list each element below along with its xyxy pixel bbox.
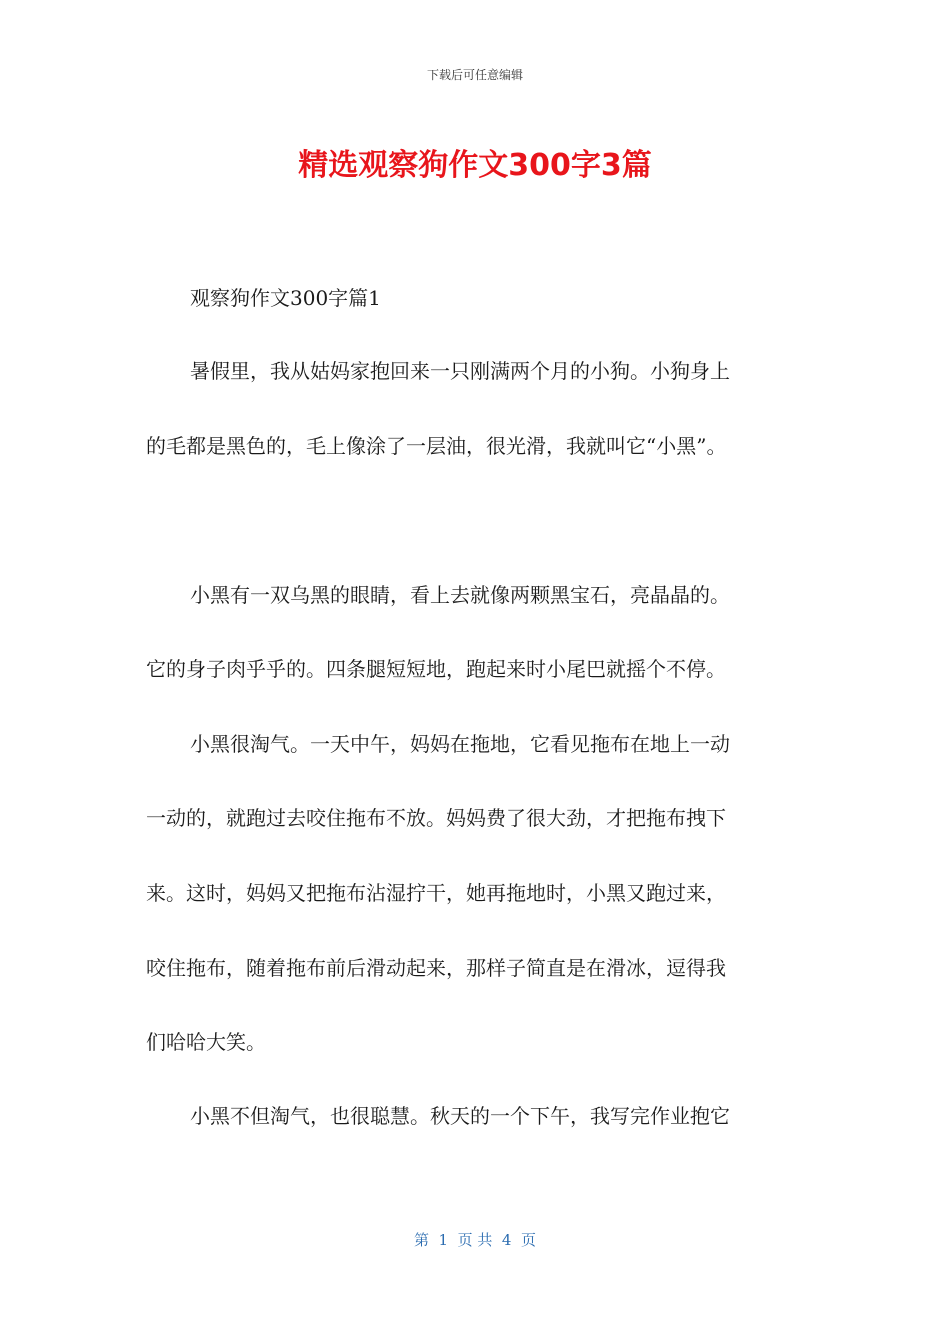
body-line: 小黑不但淘气，也很聪慧。秋天的一个下午，我写完作业抱它 (190, 1104, 730, 1128)
body-line: 咬住拖布，随着拖布前后滑动起来，那样子简直是在滑冰，逗得我 (146, 956, 726, 980)
body-line: 们哈哈大笑。 (146, 1030, 266, 1054)
body-line: 小黑很淘气。一天中午，妈妈在拖地，它看见拖布在地上一动 (190, 732, 730, 756)
body-line: 的毛都是黑色的，毛上像涂了一层油，很光滑，我就叫它“小黑”。 (146, 434, 727, 458)
body-line: 它的身子肉乎乎的。四条腿短短地，跑起来时小尾巴就摇个不停。 (146, 657, 726, 681)
body-line: 一动的，就跑过去咬住拖布不放。妈妈费了很大劲，才把拖布拽下 (146, 806, 726, 830)
page-footer: 第 1 页 共 4 页 (414, 1231, 536, 1249)
body-line: 暑假里，我从姑妈家抱回来一只刚满两个月的小狗。小狗身上 (190, 359, 730, 383)
page-header: 下载后可任意编辑 (426, 68, 523, 82)
section-heading: 观察狗作文300字篇1 (190, 286, 381, 310)
body-line: 小黑有一双乌黑的眼睛，看上去就像两颗黑宝石，亮晶晶的。 (190, 583, 730, 607)
document-title: 精选观察狗作文300字3篇 (298, 148, 652, 183)
body-line: 来。这时，妈妈又把拖布沾湿拧干，她再拖地时，小黑又跑过来， (146, 881, 726, 905)
